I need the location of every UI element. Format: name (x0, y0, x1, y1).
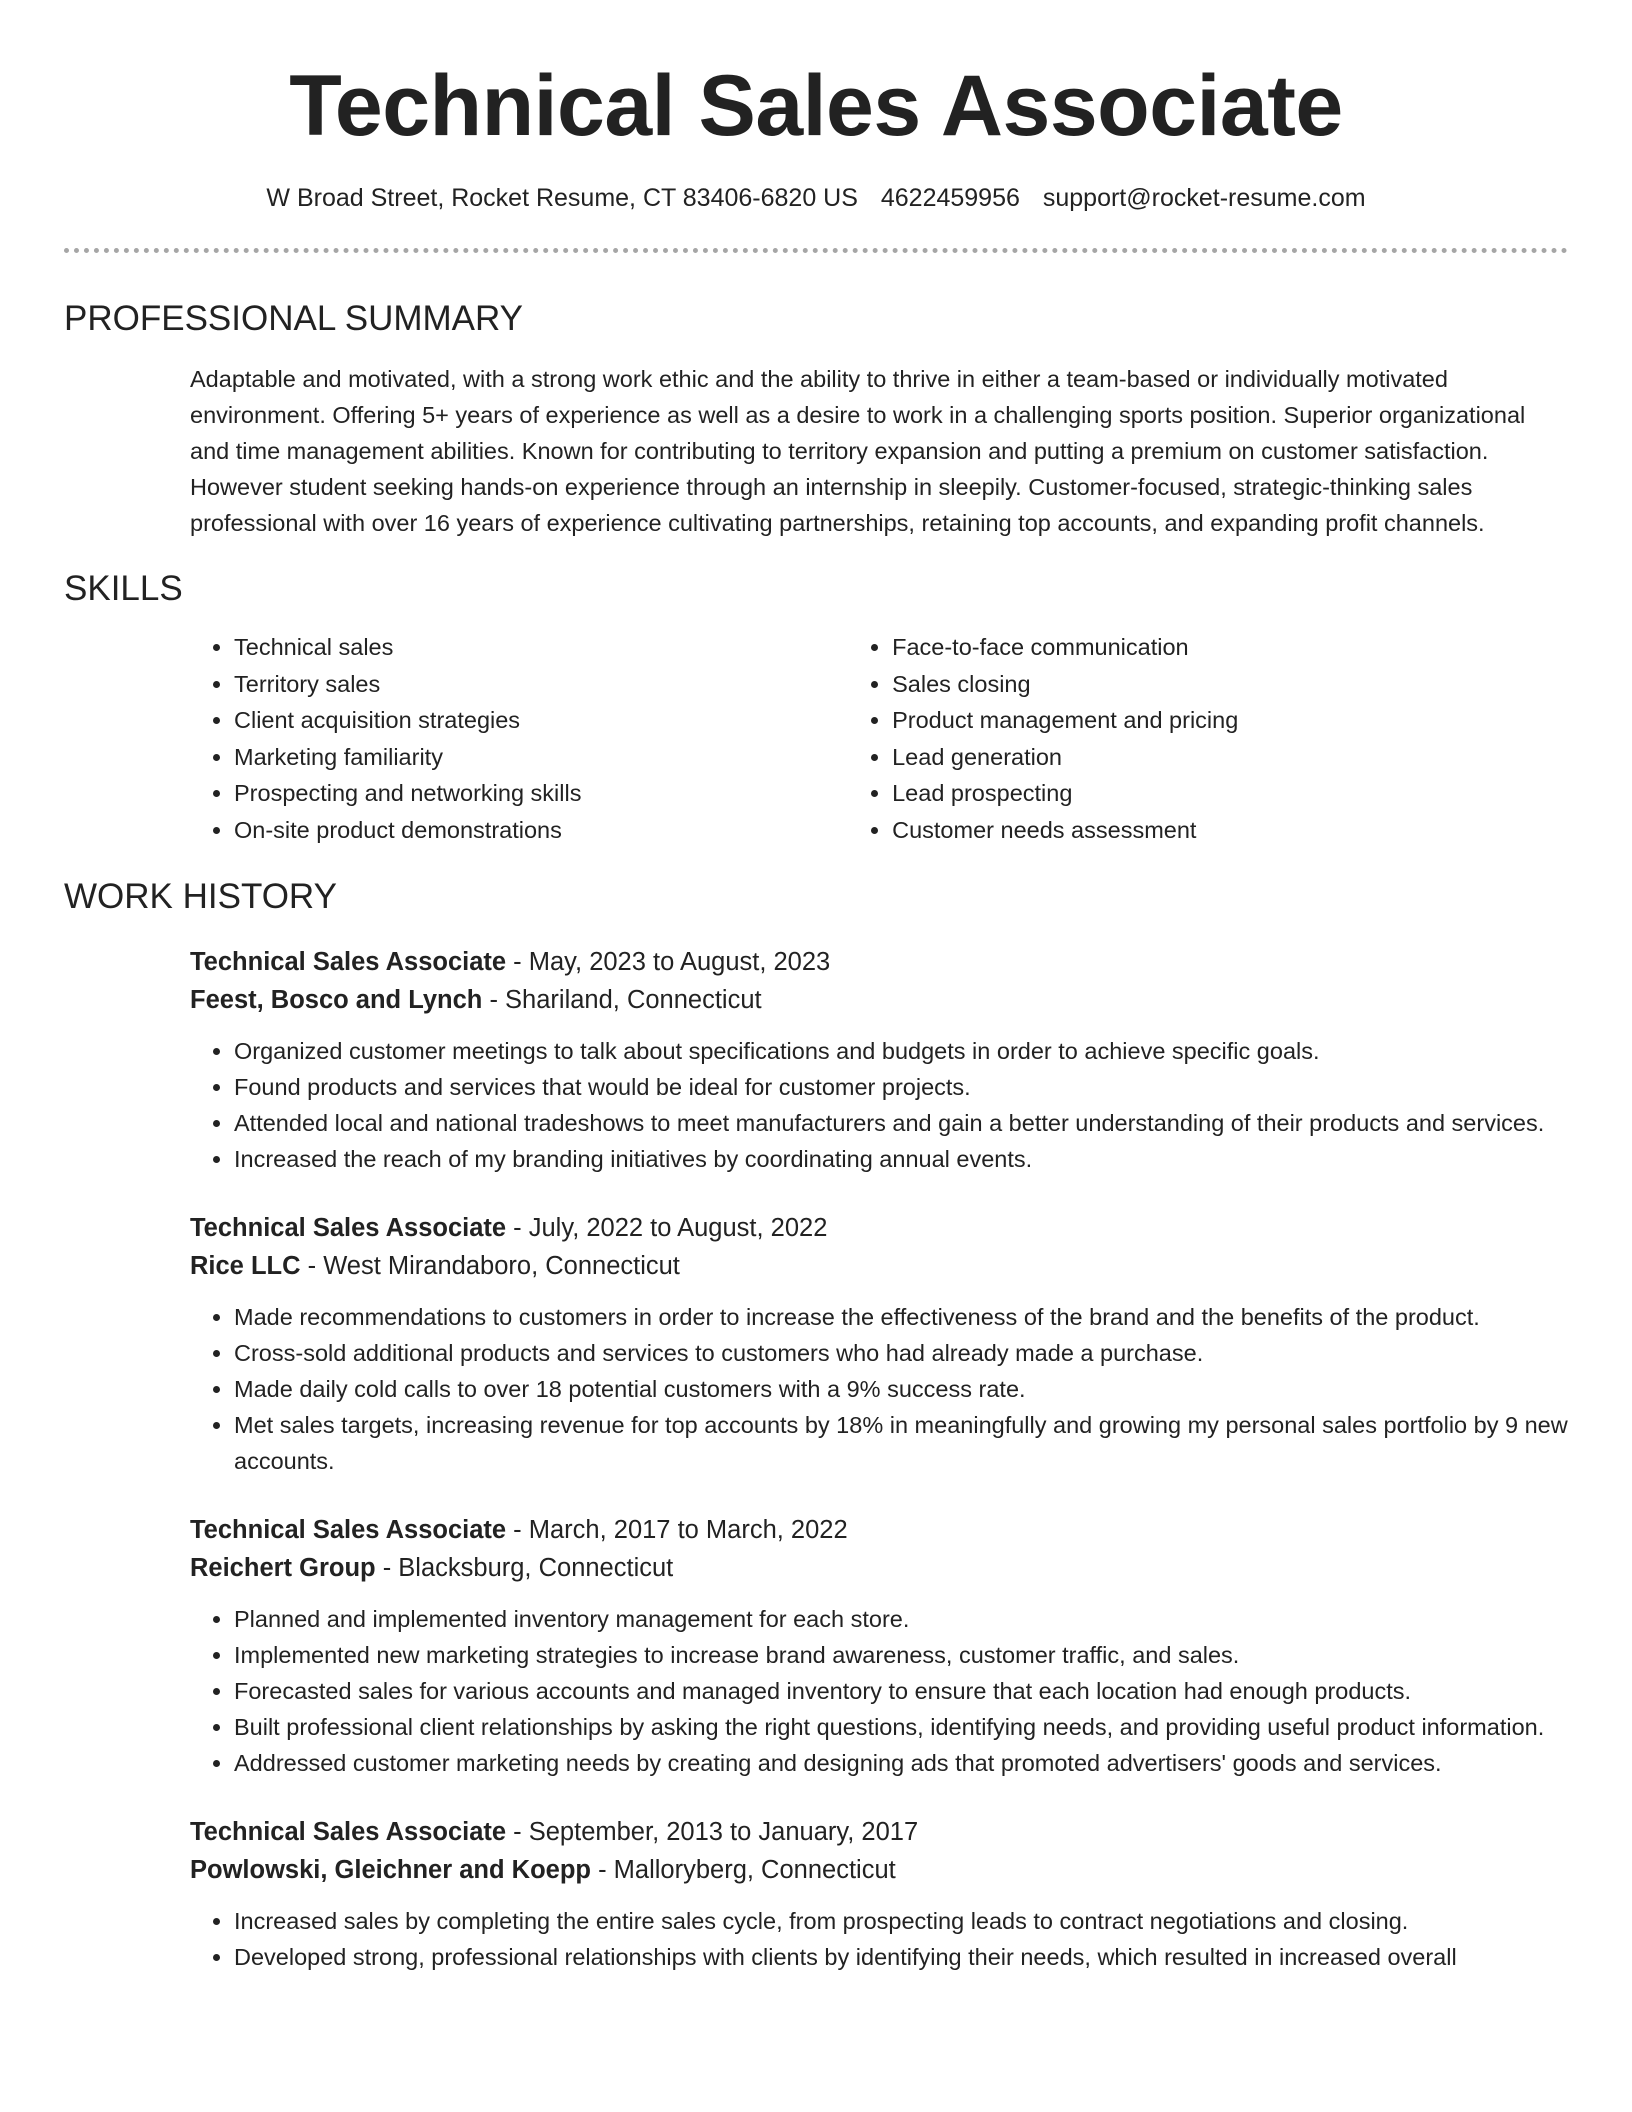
job-location: - Blacksburg, Connecticut (375, 1553, 674, 1582)
job-title-line (190, 943, 1568, 981)
header-divider (64, 248, 1568, 253)
job-company: Rice LLC (190, 1251, 301, 1280)
job-bullet: • Organized customer meetings to talk about specifications and budgets in order to achieve specific goals. (234, 1033, 1568, 1069)
skill-item: • Sales closing (892, 666, 1568, 703)
job-company-line (190, 981, 1568, 1019)
contact-line (64, 182, 1568, 214)
job-role: Technical Sales Associate (190, 1817, 507, 1846)
summary-text: Adaptable and motivated, with a strong work ethic and the ability to thrive in either a team-based or individually motivated environment. Offering 5+ years of experience as well as a desire to work in a challenging sports position. Superior organizational and time management abilities. Known for contributing to territory expansion and putting a premium on customer satisfaction. However student seeking hands-on experience through an internship in sleepily. Customer-focused, strategic-thinking sales professional with over 16 years of experience cultivating partnerships, retaining top accounts, and expanding profit channels. (190, 366, 1526, 536)
job-bullets (190, 1033, 1568, 1177)
skill-item: • Face-to-face communication (892, 629, 1568, 666)
skills-column-left (190, 629, 848, 849)
job-role: Technical Sales Associate (190, 1213, 507, 1242)
job-dates: - July, 2022 to August, 2022 (506, 1213, 828, 1242)
job-dates: - September, 2013 to January, 2017 (506, 1817, 919, 1846)
job-location: - Shariland, Connecticut (482, 985, 762, 1014)
work-history-heading: WORK HISTORY (64, 876, 337, 916)
job-bullet: • Attended local and national tradeshows to meet manufacturers and gain a better understanding of their products and services. (234, 1105, 1568, 1141)
job-entry (190, 1813, 1568, 1975)
job-bullet: • Addressed customer marketing needs by creating and designing ads that promoted advertisers' goods and services. (234, 1745, 1568, 1781)
job-location: - Malloryberg, Connecticut (591, 1855, 896, 1884)
skill-item: • Technical sales (234, 629, 848, 666)
skill-item: • On-site product demonstrations (234, 812, 848, 849)
job-company: Feest, Bosco and Lynch (190, 985, 483, 1014)
job-title-line (190, 1511, 1568, 1549)
skills-heading: SKILLS (64, 569, 183, 608)
job-entry (190, 943, 1568, 1177)
job-bullet: • Found products and services that would be ideal for customer projects. (234, 1069, 1568, 1105)
skill-item: • Marketing familiarity (234, 739, 848, 776)
skill-item: • Lead prospecting (892, 775, 1568, 812)
job-role: Technical Sales Associate (190, 1515, 507, 1544)
skills-list (190, 629, 1568, 849)
job-company-line (190, 1247, 1568, 1285)
job-bullet: • Increased sales by completing the entire sales cycle, from prospecting leads to contract negotiations and closing. (234, 1903, 1568, 1939)
job-title-line (190, 1813, 1568, 1851)
email-link[interactable]: support@rocket-resume.com (1042, 184, 1366, 212)
job-bullet: • Cross-sold additional products and services to customers who had already made a purchase. (234, 1335, 1568, 1371)
phone-text: 4622459956 (880, 184, 1020, 212)
job-bullet: • Built professional client relationships by asking the right questions, identifying needs, and providing useful product information. (234, 1709, 1568, 1745)
skill-item: • Client acquisition strategies (234, 702, 848, 739)
job-bullets (190, 1601, 1568, 1781)
job-bullet: • Made daily cold calls to over 18 potential customers with a 9% success rate. (234, 1371, 1568, 1407)
job-bullets (190, 1903, 1568, 1975)
job-location: - West Mirandaboro, Connecticut (300, 1251, 680, 1280)
skill-item: • Prospecting and networking skills (234, 775, 848, 812)
address-text: W Broad Street, Rocket Resume, CT 83406-6820 US (266, 184, 858, 212)
job-bullet: • Increased the reach of my branding initiatives by coordinating annual events. (234, 1141, 1568, 1177)
job-bullet: • Made recommendations to customers in order to increase the effectiveness of the brand and the benefits of the product. (234, 1299, 1568, 1335)
job-bullet: • Met sales targets, increasing revenue for top accounts by 18% in meaningfully and growing my personal sales portfolio by 9 new accounts. (234, 1407, 1568, 1479)
job-company: Reichert Group (190, 1553, 376, 1582)
candidate-name: Technical Sales Associate (289, 58, 1343, 154)
job-bullet: • Planned and implemented inventory management for each store. (234, 1601, 1568, 1637)
skill-item: • Customer needs assessment (892, 812, 1568, 849)
skills-column-right (848, 629, 1568, 849)
job-entry (190, 1511, 1568, 1781)
job-dates: - May, 2023 to August, 2023 (506, 947, 831, 976)
skill-item: • Product management and pricing (892, 702, 1568, 739)
summary-heading: PROFESSIONAL SUMMARY (64, 299, 523, 338)
resume-page (64, 0, 1568, 1975)
job-role: Technical Sales Associate (190, 947, 507, 976)
job-bullet: • Implemented new marketing strategies to increase brand awareness, customer traffic, and sales. (234, 1637, 1568, 1673)
job-bullet: • Developed strong, professional relationships with clients by identifying their needs, which resulted in increased overall (234, 1939, 1568, 1975)
skill-item: • Territory sales (234, 666, 848, 703)
job-title-line (190, 1209, 1568, 1247)
job-company-line (190, 1851, 1568, 1889)
skill-item: • Lead generation (892, 739, 1568, 776)
job-entry (190, 1209, 1568, 1479)
job-bullet: • Forecasted sales for various accounts and managed inventory to ensure that each location had enough products. (234, 1673, 1568, 1709)
job-bullets (190, 1299, 1568, 1479)
job-company: Powlowski, Gleichner and Koepp (190, 1855, 591, 1884)
job-dates: - March, 2017 to March, 2022 (506, 1515, 848, 1544)
job-company-line (190, 1549, 1568, 1587)
